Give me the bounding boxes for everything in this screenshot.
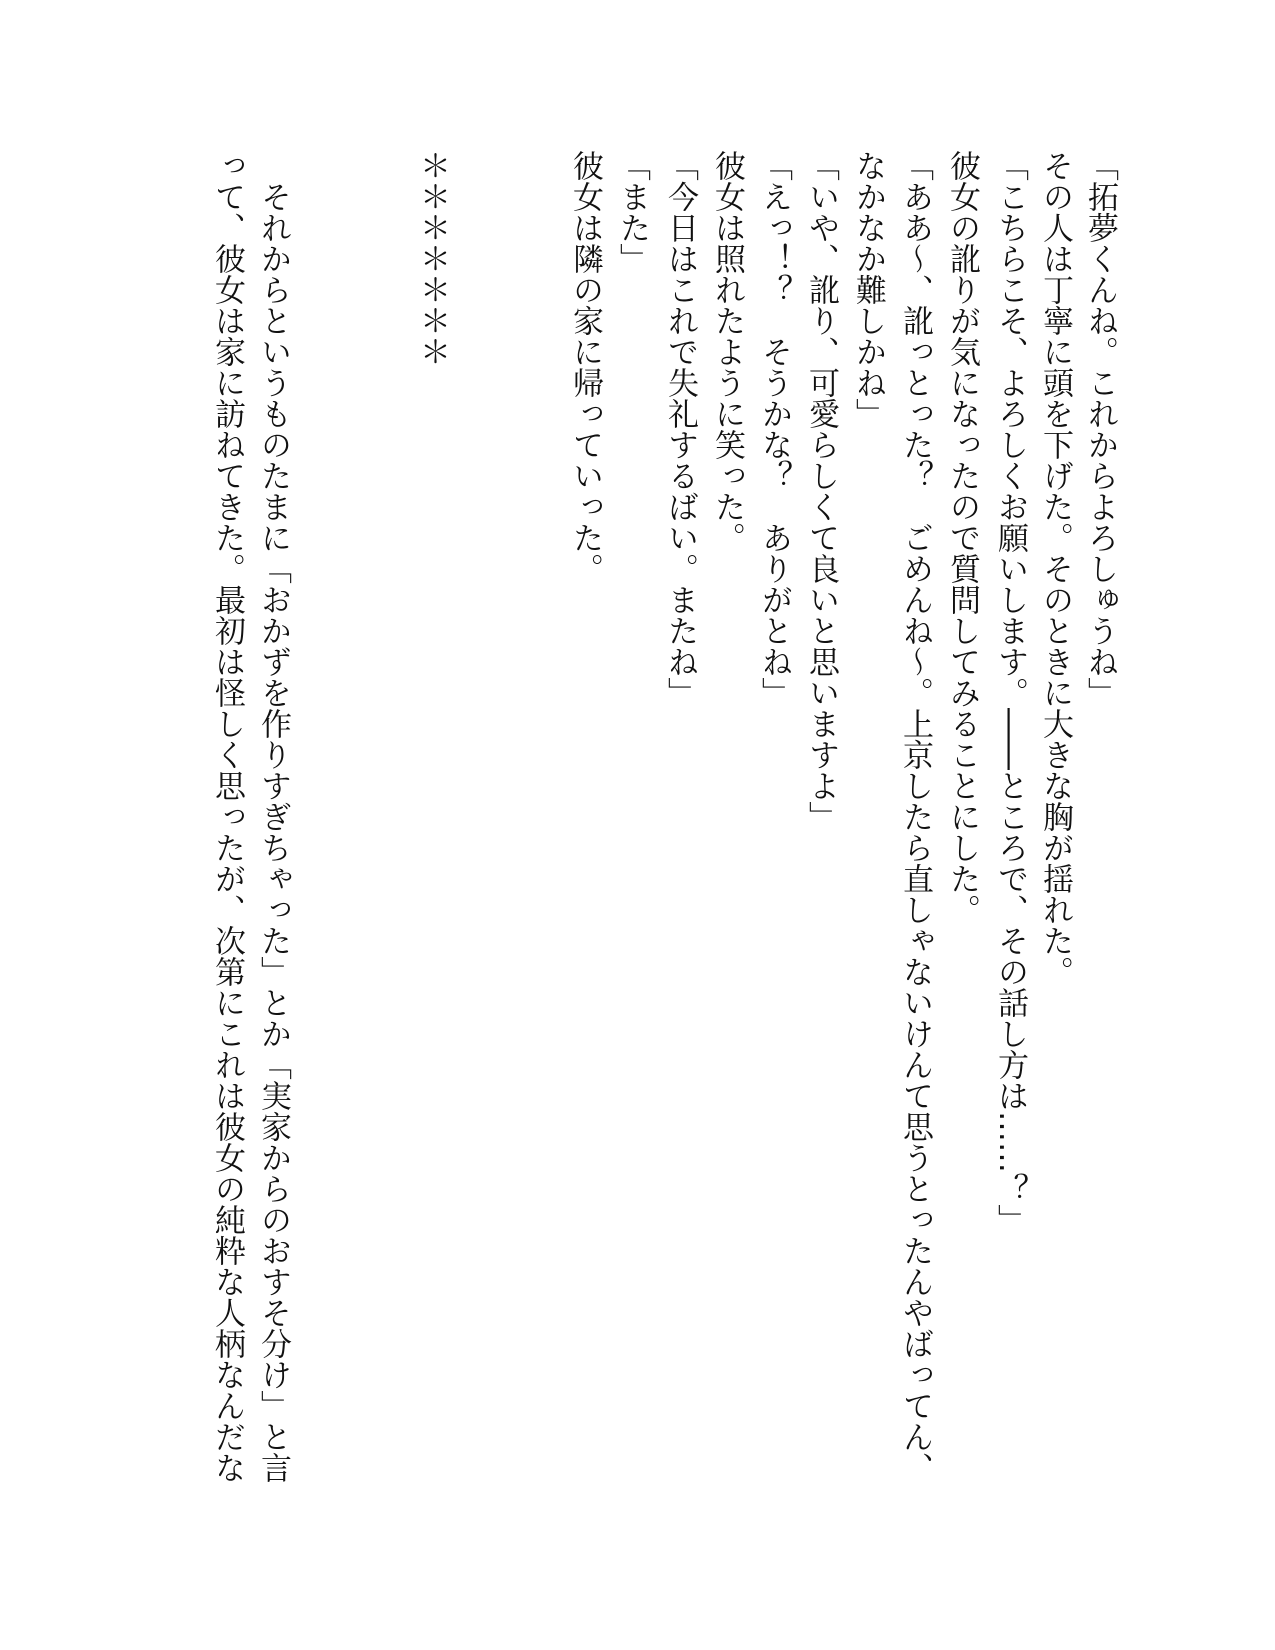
text-line: 「今日はこれで失礼するばい。またね」 [662, 150, 698, 708]
text-line: なかなか難しかね」 [850, 150, 886, 429]
text-line: 「拓夢くんね。これからよろしゅうね」 [1082, 150, 1118, 708]
text-line: 彼女は照れたように笑った。 [709, 150, 745, 553]
text-line: 「こちらこそ、よろしくお願いします。――ところで、その話し方は……？」 [992, 150, 1028, 1235]
text-line: 彼女は隣の家に帰っていった。 [567, 150, 603, 584]
text-line: その人は丁寧に頭を下げた。そのときに大きな胸が揺れた。 [1037, 150, 1073, 987]
text-line: 「また」 [614, 150, 650, 274]
scene-separator: ＊＊＊＊＊＊＊ [414, 150, 450, 367]
paragraph-line: って、彼女は家に訪ねてきた。最初は怪しく思ったが、次第にこれは彼女の純粋な人柄なんだな [209, 150, 245, 1483]
paragraph-line: それからというものたまに「おかずを作りすぎちゃった」とか「実家からのおすそ分け」と言 [255, 150, 291, 1483]
text-line: 彼女の訛りが気になったので質問してみることにした。 [944, 150, 980, 925]
text-line: 「ああ～、訛っとった？ ごめんね～。上京したら直しゃないけんて思うとったんやばってん、 [897, 150, 933, 1483]
text-line: 「いや、訛り、可愛らしくて良いと思いますよ」 [803, 150, 839, 832]
text-line: 「えっ！？ そうかな？ ありがとね」 [756, 150, 792, 708]
